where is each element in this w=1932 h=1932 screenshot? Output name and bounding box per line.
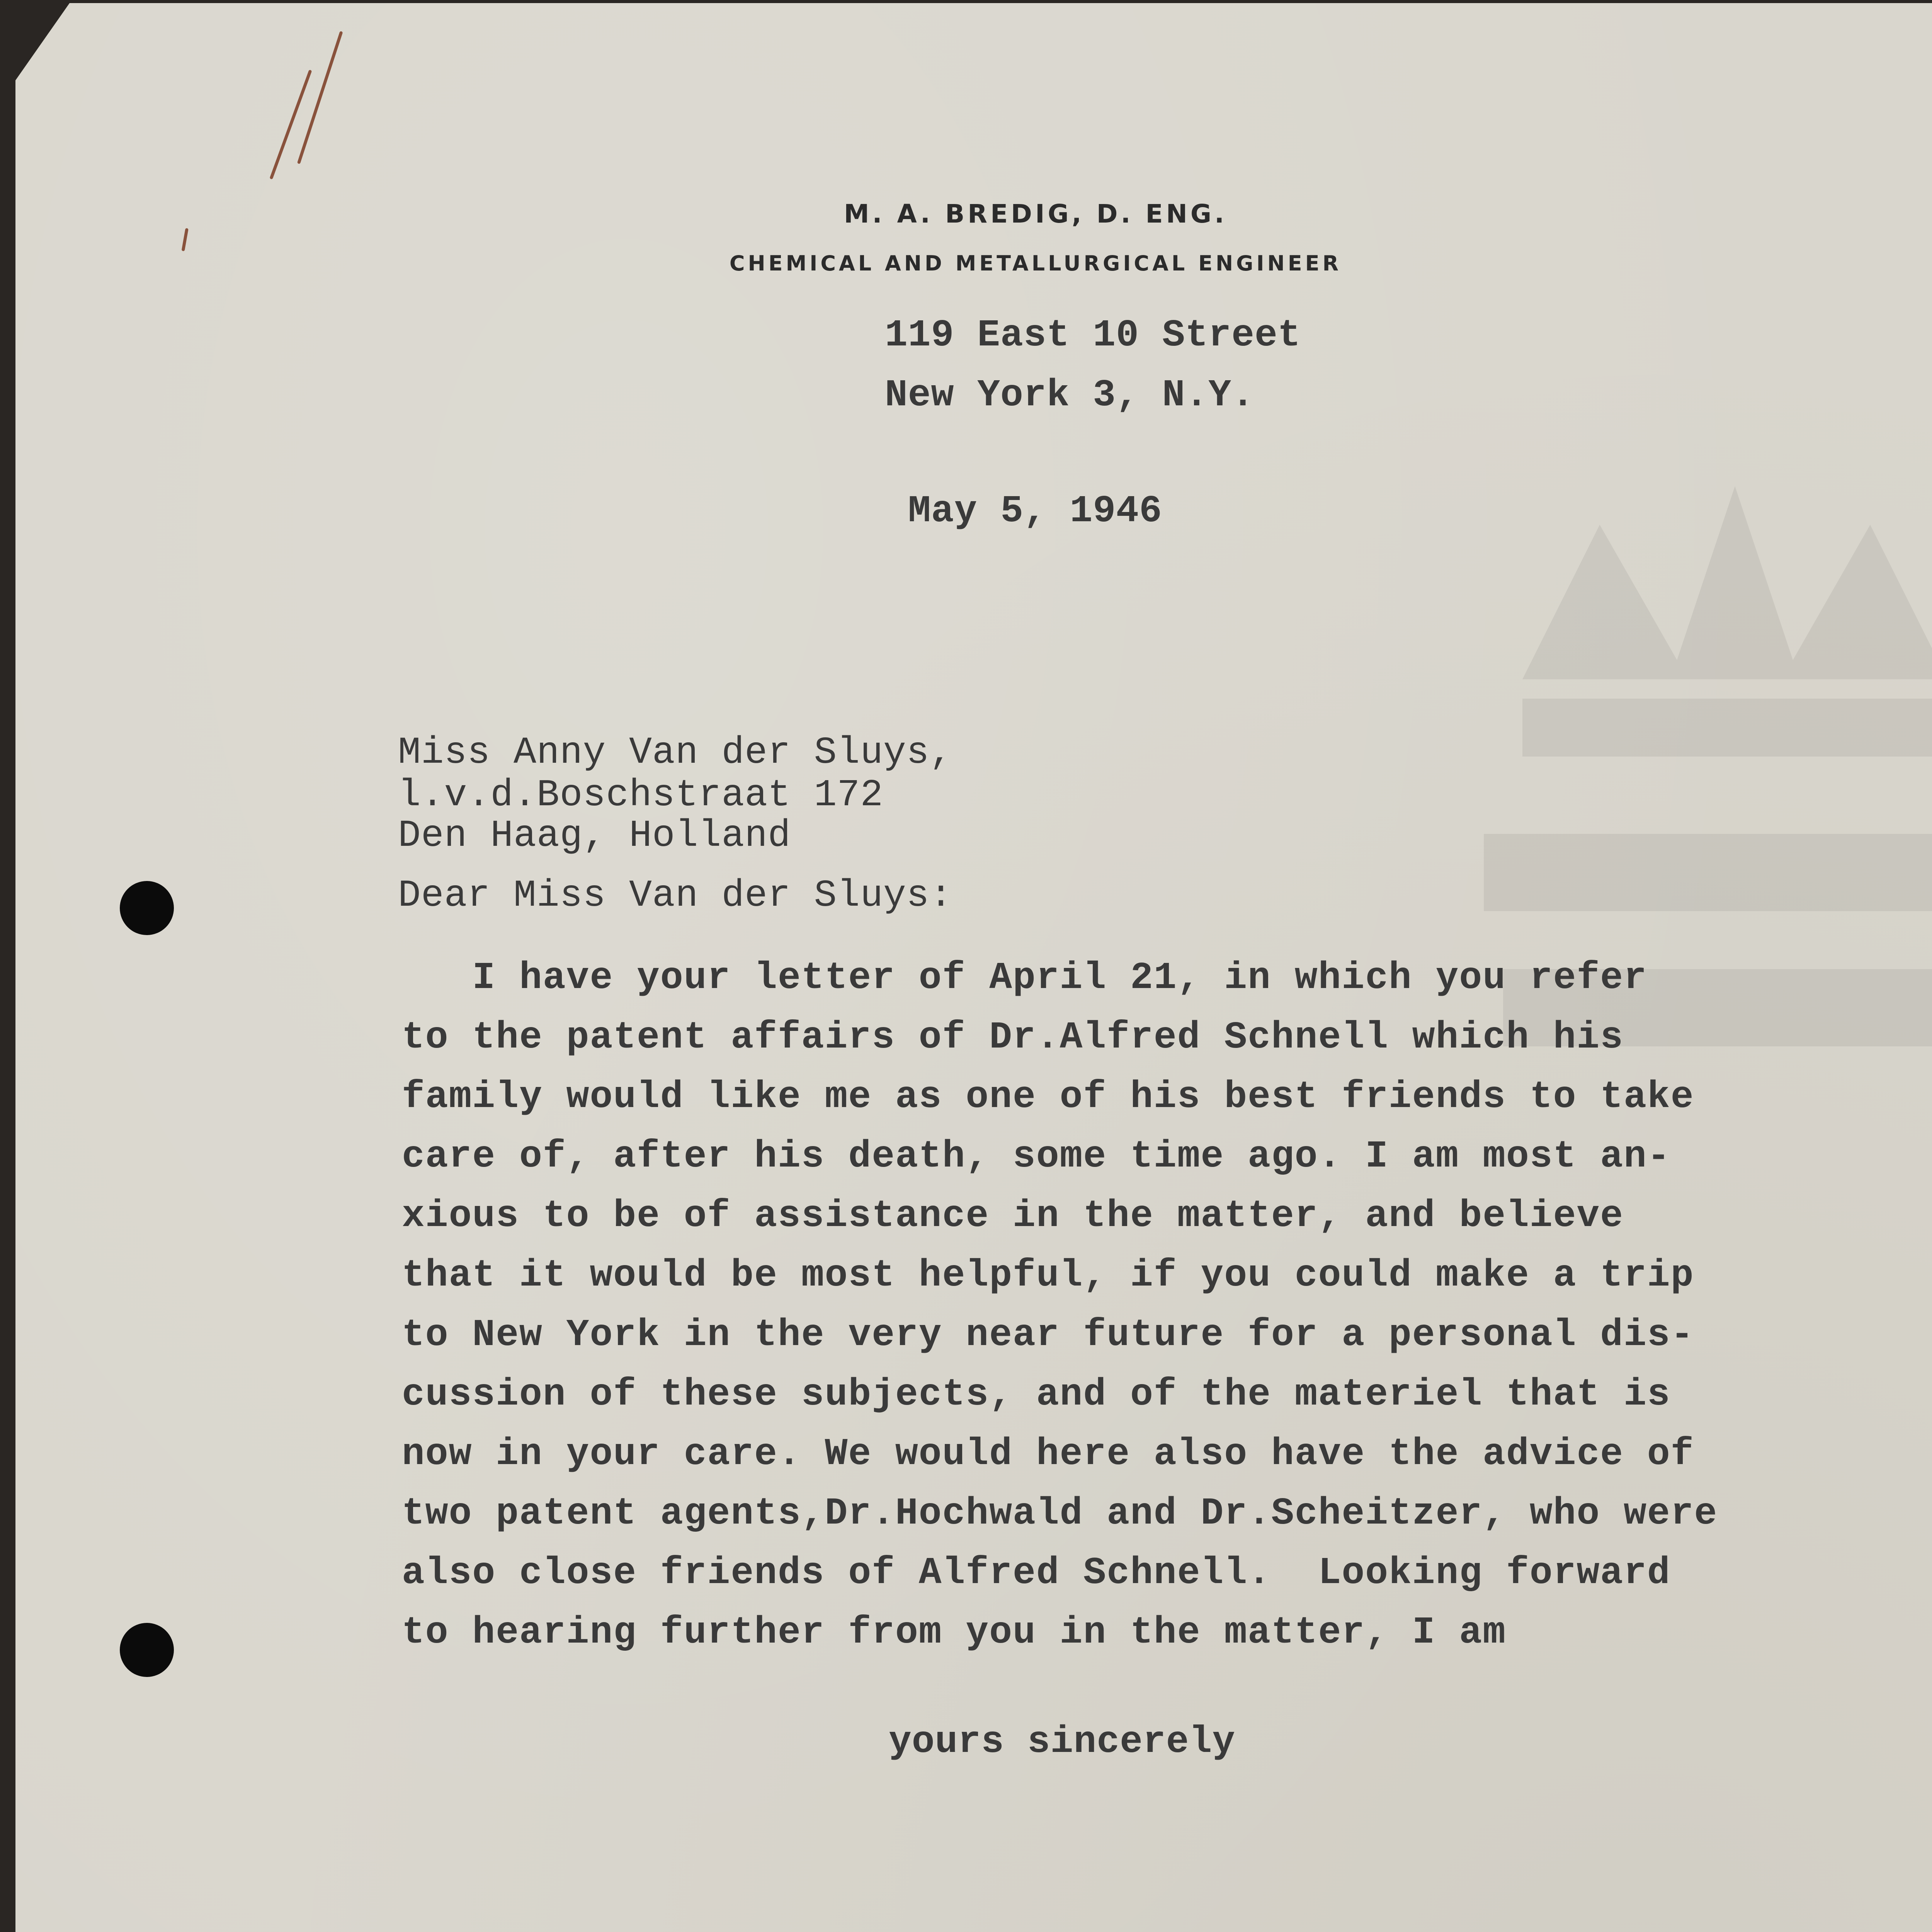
body-line: also close friends of Alfred Schnell. Looking forward [402,1552,1671,1595]
closing: yours sincerely [889,1721,1236,1764]
body-line: two patent agents,Dr.Hochwald and Dr.Scheitzer, who were [402,1492,1718,1535]
body-line: that it would be most helpful, if you could make a trip [402,1254,1694,1297]
recipient-line-2: l.v.d.Boschstraat 172 [398,774,884,817]
body-line: to hearing further from you in the matter, I am [402,1611,1507,1654]
folded-corner [15,3,70,80]
body-line: to New York in the very near future for a personal dis- [402,1314,1694,1357]
salutation: Dear Miss Van der Sluys: [398,874,953,917]
recipient-line-3: Den Haag, Holland [398,815,791,857]
letterhead-name: M. A. BREDIG, D. ENG. [844,199,1228,229]
sender-address-line-2: New York 3, N.Y. [885,374,1255,417]
letterhead-title: CHEMICAL AND METALLURGICAL ENGINEER [729,251,1342,276]
body-line: cussion of these subjects, and of the materiel that is [402,1373,1671,1416]
sender-address-line-1: 119 East 10 Street [885,314,1301,357]
letter-date: May 5, 1946 [908,490,1162,533]
body-line: to the patent affairs of Dr.Alfred Schnell which his [402,1016,1624,1059]
body-line: family would like me as one of his best friends to take [402,1076,1694,1119]
recipient-line-1: Miss Anny Van der Sluys, [398,731,953,774]
body-line: now in your care. We would here also have the advice of [402,1433,1694,1476]
body-line: I have your letter of April 21, in which you refer [402,957,1647,1000]
body-line: care of, after his death, some time ago. I am most an- [402,1135,1671,1178]
letter-body [402,949,1793,1663]
punch-hole-bottom [120,1623,174,1677]
body-line: xious to be of assistance in the matter, and believe [402,1195,1624,1238]
punch-hole-top [120,881,174,935]
